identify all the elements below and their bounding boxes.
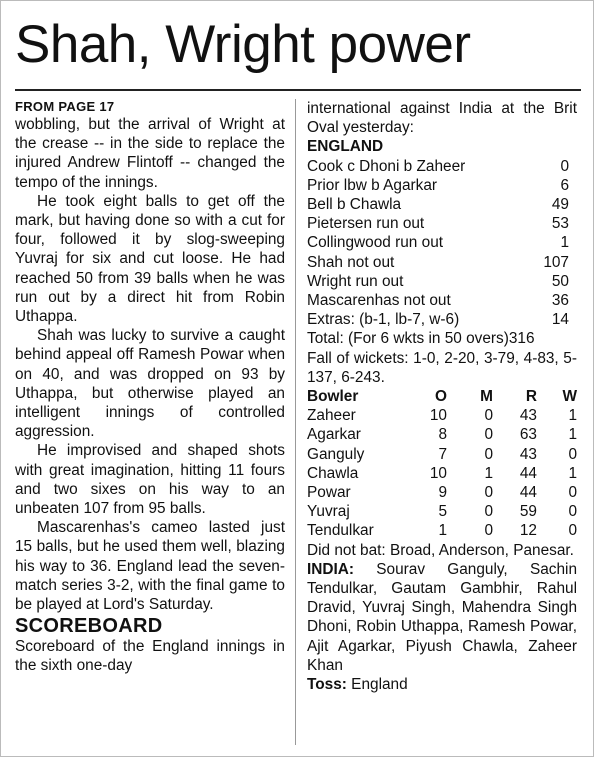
batting-row (307, 253, 577, 272)
batsman-entry: Collingwood run out (307, 234, 444, 252)
batsman-runs: 107 (543, 253, 569, 271)
bowler-wickets: 1 (568, 407, 577, 425)
bowler-overs: 5 (438, 503, 447, 521)
headline-rule (15, 89, 581, 91)
bowler-overs: 10 (429, 464, 447, 482)
bowling-header-runs: R (525, 388, 537, 406)
bowler-overs: 7 (438, 445, 447, 463)
toss-line (307, 675, 577, 694)
india-players: Sourav Ganguly, Sachin Tendulkar, Gautam Gambhir, Rahul Dravid, Yuvraj Singh, Mahendra Singh Dhoni, Robin Uthappa, Ramesh Powar, Ajit Agarkar, Piyush Chawla, Zaheer Khan (307, 560, 577, 674)
paragraph-4: He improvised and shaped shots with great imagination, hitting 11 fours and two sixes on his way to an unbeaten 107 from 95 balls. (15, 442, 285, 518)
paragraph-2: He took eight balls to get off the mark, but having done so with a cut for four, followed it by slog-sweeping Yuvraj for six and cut loose. He had reached 50 from 39 balls when he was run out by a direct hit from Robin Uthappa. (15, 192, 285, 326)
total-line: Total: (For 6 wkts in 50 overs)316 (307, 330, 535, 348)
paragraph-3: Shah was lucky to survive a caught behind appeal off Ramesh Powar when on 40, and was dropped on 93 by Uthappa, but otherwise played an intelligent innings of controlled aggression. (15, 327, 285, 441)
bowler-name: Agarkar (307, 426, 361, 444)
did-not-bat: Did not bat: Broad, Anderson, Panesar. (307, 541, 574, 559)
bowling-row (307, 483, 577, 502)
bowler-runs: 12 (519, 522, 537, 540)
bowler-overs: 9 (438, 484, 447, 502)
paragraph-5: Mascarenhas's cameo lasted just 15 balls, but he used them well, blazing his way to 36. England lead the seven-match series 3-2, with the final game to be played at Lord's Saturday. (15, 519, 285, 614)
bowler-runs: 43 (519, 407, 537, 425)
batting-row (307, 176, 577, 195)
bowler-runs: 43 (519, 445, 537, 463)
bowler-name: Tendulkar (307, 522, 374, 540)
paragraph-6: Scoreboard of the England innings in the sixth one-day (15, 638, 285, 675)
bowler-maidens: 0 (484, 426, 493, 444)
batting-row (307, 291, 577, 310)
bowling-row (307, 425, 577, 444)
india-lineup (307, 560, 577, 675)
bowling-header-maidens: M (480, 388, 493, 406)
batsman-entry: Extras: (b-1, lb-7, w-6) (307, 311, 460, 329)
bowler-overs: 1 (438, 522, 447, 540)
batsman-runs: 50 (551, 272, 569, 290)
batsman-entry: Cook c Dhoni b Zaheer (307, 157, 466, 175)
bowler-overs: 10 (429, 407, 447, 425)
batting-row (307, 272, 577, 291)
batsman-runs: 49 (551, 196, 569, 214)
bowling-row (307, 464, 577, 483)
toss-value: England (346, 676, 408, 694)
batsman-runs: 36 (551, 292, 569, 310)
bowler-wickets: 1 (568, 426, 577, 444)
continued-from-label: FROM PAGE 17 (15, 99, 115, 114)
batsman-entry: Mascarenhas not out (307, 292, 451, 310)
batsman-runs: 6 (560, 176, 569, 194)
toss-label: Toss: (307, 676, 347, 694)
batsman-runs: 14 (551, 311, 569, 329)
bowler-maidens: 0 (484, 484, 493, 502)
bowler-runs: 63 (519, 426, 537, 444)
bowler-maidens: 0 (484, 503, 493, 521)
bowler-runs: 59 (519, 503, 537, 521)
bowler-overs: 8 (438, 426, 447, 444)
bowler-wickets: 1 (568, 464, 577, 482)
batting-row (307, 310, 577, 329)
bowler-name: Zaheer (307, 407, 356, 425)
bowler-wickets: 0 (568, 484, 577, 502)
batsman-entry: Shah not out (307, 253, 395, 271)
batsman-entry: Bell b Chawla (307, 196, 402, 214)
bowler-maidens: 0 (484, 407, 493, 425)
batting-row (307, 157, 577, 176)
column-divider (295, 99, 296, 745)
batsman-entry: Pietersen run out (307, 215, 425, 233)
headline: Shah, Wright power (15, 15, 471, 74)
bowler-wickets: 0 (568, 445, 577, 463)
bowler-name: Ganguly (307, 445, 365, 463)
batting-list (307, 157, 577, 330)
bowler-wickets: 0 (568, 503, 577, 521)
india-label: INDIA: (307, 560, 355, 578)
bowler-maidens: 1 (484, 464, 493, 482)
bowler-runs: 44 (519, 464, 537, 482)
bowling-header-overs: O (435, 388, 447, 406)
bowling-header-bowler: Bowler (307, 388, 359, 406)
bowler-maidens: 0 (484, 522, 493, 540)
bowler-wickets: 0 (568, 522, 577, 540)
bowling-header-wickets: W (562, 388, 577, 406)
batsman-entry: Wright run out (307, 272, 404, 290)
bowler-name: Yuvraj (307, 503, 350, 521)
fall-of-wickets: Fall of wickets: 1-0, 2-20, 3-79, 4-83, 5-137, 6-243. (307, 349, 577, 386)
scoreboard-subhead: SCOREBOARD (15, 615, 163, 638)
batting-row (307, 233, 577, 252)
right-column (307, 99, 577, 694)
paragraph-1: wobbling, but the arrival of Wright at the crease -- in the side to replace the injured Andrew Flintoff -- changed the tempo of the innings. (15, 116, 285, 191)
batting-row (307, 195, 577, 214)
team-heading: ENGLAND (307, 138, 384, 156)
batting-row (307, 214, 577, 233)
bowling-row (307, 445, 577, 464)
bowling-row (307, 406, 577, 425)
bowler-runs: 44 (519, 484, 537, 502)
bowling-row (307, 521, 577, 540)
batsman-entry: Prior lbw b Agarkar (307, 176, 438, 194)
batsman-runs: 1 (560, 234, 569, 252)
bowler-name: Powar (307, 484, 351, 502)
bowling-row (307, 502, 577, 521)
batsman-runs: 53 (551, 215, 569, 233)
scoreboard-intro: international against India at the Brit Oval yesterday: (307, 100, 577, 137)
bowling-header (307, 387, 577, 406)
bowler-maidens: 0 (484, 445, 493, 463)
batsman-runs: 0 (560, 157, 569, 175)
bowling-table (307, 406, 577, 540)
bowler-name: Chawla (307, 464, 359, 482)
left-column (15, 99, 285, 676)
